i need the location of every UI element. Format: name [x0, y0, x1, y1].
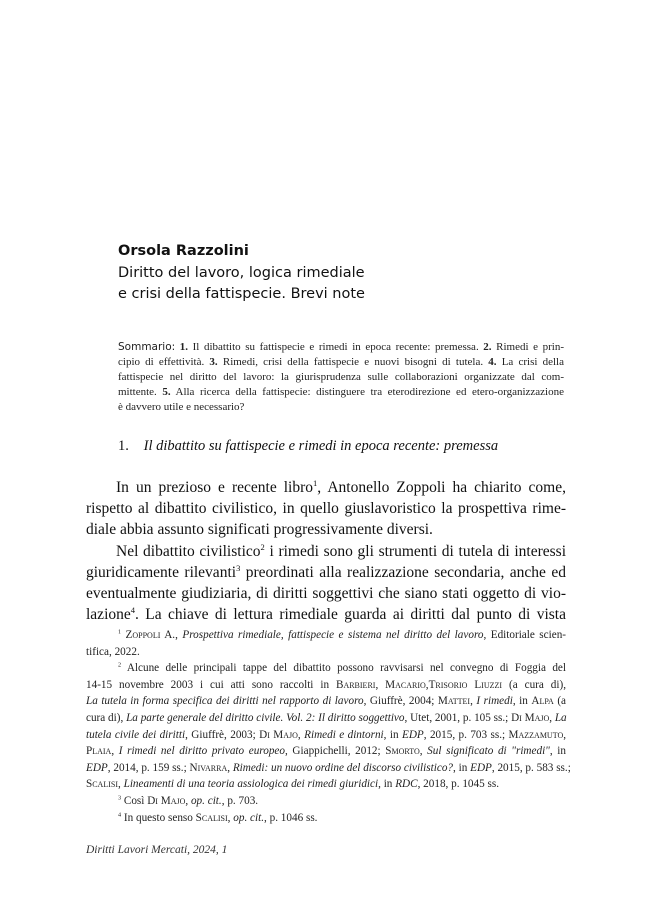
footnote-text: tifica, 2022. [86, 645, 140, 658]
footnote-work-title: Rimedi e dintorni [304, 728, 384, 741]
summary-item-text: Il dibattito su fattispecie e rimedi in epoca recente: premessa. [188, 341, 484, 353]
article-title-line: e crisi della fattispecie. Brevi note [118, 286, 365, 302]
summary-block [118, 340, 564, 415]
section-title: Il dibattito su fattispecie e rimedi in epoca recente: premessa [143, 438, 499, 454]
footnote-work-title: I rimedi [476, 695, 513, 708]
footnote-author: Di Majo [511, 711, 550, 724]
summary-item-text: La crisi della [496, 356, 564, 368]
section-number: 1. [118, 438, 129, 454]
footnote-author: Plaia [86, 745, 112, 758]
summary-line [118, 400, 564, 415]
summary-label: Sommario: [118, 341, 176, 353]
footnote-ref: 2 [260, 541, 265, 552]
body-line: In un prezioso e recente libro$^1$, Antonello Zoppoli ha chiarito come, [116, 477, 566, 496]
footnote-text: , [185, 794, 191, 807]
footnote-text: , in [383, 728, 402, 741]
footnote-text: Alcune delle principali tappe del dibattito possono ravvisarsi nel convegno di Foggia del [126, 662, 566, 675]
footnote-work-title: La parte generale del diritto civile. Vol. 2: Il diritto soggettivo [126, 711, 405, 724]
summary-line [118, 340, 564, 355]
footnote-2-cont [86, 710, 566, 727]
footnote-author: Scalisi [195, 811, 228, 824]
footnote-2-cont [86, 760, 571, 777]
footnote-2-cont [86, 776, 566, 793]
section-heading [118, 438, 498, 455]
footnote-2 [86, 660, 566, 677]
footnote-text: , 2015, p. 703 ss.; [423, 728, 509, 741]
footnote-text: , [297, 728, 305, 741]
footnote-ref: 4 [130, 605, 136, 616]
footnote-ref: 1 [313, 477, 318, 488]
summary-item-text: mittente. [118, 386, 163, 398]
footnote-1-cont [86, 644, 566, 661]
footnote-author: Mattei [437, 695, 471, 708]
footnote-text: , [118, 778, 124, 791]
footnote-work-title: La [554, 711, 567, 724]
footnote-work-title: op. cit. [190, 794, 222, 807]
footnote-work-title: Sul significato di "rimedi" [427, 745, 550, 758]
summary-line [118, 370, 564, 385]
footnote-text: , [175, 629, 183, 641]
summary-item-text: è davvero utile e necessario? [118, 401, 245, 413]
footnote-text: , [470, 695, 477, 708]
body-line: Nel dibattito civilistico$^2$ i rimedi sono gli strumenti di tutela di interessi [116, 541, 567, 560]
footnote-4 [86, 810, 566, 827]
article-title-line: Diritto del lavoro, logica rimediale [118, 265, 365, 281]
footnote-text: , in [378, 778, 396, 791]
footnote-text: 14-15 novembre 2003 i cui atti sono raccolti in [86, 678, 336, 691]
footnote-text: , Editoriale scien- [483, 629, 567, 641]
footnote-work-title: Lineamenti di una teoria assiologica dei rimedi giuridici [123, 778, 379, 791]
running-footer: Diritti Lavori Mercati, 2024, 1 [86, 844, 228, 856]
footnote-text: , 2014, p. 159 ss.; [107, 761, 190, 774]
footnote-author: Barbieri, Macario,Trisorio Liuzzi [335, 678, 503, 691]
footnote-text: , in [549, 745, 566, 758]
summary-item-number: 3. [209, 356, 218, 368]
footnote-journal: EDP [470, 761, 492, 774]
summary-item-number: 4. [488, 356, 497, 368]
body-line: giuridicamente rilevanti$^3$ preordinati alla realizzazione secondaria, anche ed [86, 562, 567, 581]
footnote-author: Scalisi [86, 778, 118, 791]
footnote-work-title: La tutela in forma specifica dei diritti nel rapporto di lavoro [86, 695, 364, 708]
footnote-text: cura di), [86, 711, 127, 724]
footnote-text: , [227, 761, 233, 774]
body-line: rispetto al dibattito civilistico, in quello giuslavoristico la prospettiva rime- [86, 500, 566, 518]
summary-item-text: Rimedi e prin- [491, 341, 564, 353]
footnote-number: 2 [118, 662, 122, 669]
footnote-work-title: op. cit. [233, 811, 265, 824]
footnote-author: Alpa [531, 695, 554, 708]
footnote-number: 3 [118, 795, 122, 802]
footnote-2-cont [86, 693, 566, 710]
footnote-text: , Utet, 2001, p. 105 ss.; [404, 711, 512, 724]
footnote-text: , Giappichelli, 2012; [285, 745, 386, 758]
footnote-text: (a [553, 695, 567, 708]
footnotes [86, 627, 571, 826]
summary-line [118, 355, 564, 370]
summary-item-text: fattispecie nel diritto del lavoro: la giurisprudenza sulle collaborazioni organizzate dal com- [118, 371, 564, 383]
footnote-work-title: I rimedi nel diritto privato europeo [118, 745, 285, 758]
footnote-text: , [419, 745, 428, 758]
footnote-3 [86, 793, 566, 810]
summary-item-text: Alla ricerca della fattispecie: distinguere tra eterodirezione ed etero-organizzazione [170, 386, 564, 398]
article-author: Orsola Razzolini [118, 243, 249, 259]
footnote-text: Così [123, 794, 148, 807]
footnote-text: , in [453, 761, 471, 774]
summary-item-number: 2. [483, 341, 492, 353]
footnote-text: , 2018, p. 1045 ss. [417, 778, 499, 791]
footnote-author: Nivarra [189, 761, 228, 774]
footnote-number: 4 [118, 811, 122, 818]
body-text [86, 477, 566, 625]
footnote-text: , [227, 811, 234, 824]
footnote-text: , Giuffrè, 2004; [363, 695, 438, 708]
footnote-text: , [549, 711, 555, 724]
footnote-text: (a cura di), [502, 678, 567, 691]
body-line: diale abbia assunto significati progressivamente diversi. [86, 521, 433, 539]
footnote-text: , Giuffrè, 2003; [185, 728, 260, 741]
summary-line [118, 385, 564, 400]
footnote-work-title: Rimedi: un nuovo ordine del discorso civilistico? [232, 761, 454, 774]
body-line: eventualmente giudiziaria, di diritti soggettivi che siano stati oggetto di vio- [86, 585, 566, 603]
footnote-1 [86, 627, 566, 644]
footnote-author: Smorto [385, 745, 420, 758]
footnote-journal: EDP [401, 728, 424, 741]
footnote-2-cont [86, 743, 566, 760]
article-title [118, 263, 558, 305]
body-line: lazione$^4$. La chiave di lettura rimediale guarda ai diritti dal punto di vista [86, 605, 566, 624]
footnote-work-title: tutela civile dei diritti [86, 728, 186, 741]
footnote-text: In questo senso [123, 811, 196, 824]
summary-item-text: Rimedi, crisi della fattispecie e nuovi bisogni di tutela. [217, 356, 489, 368]
footnote-journal: EDP [86, 761, 108, 774]
summary-item-number: 1. [179, 341, 189, 353]
footnote-text: , 2015, p. 583 ss.; [491, 761, 571, 774]
footnote-number: 1 [118, 629, 122, 636]
footnote-author: Di Majo [147, 794, 186, 807]
footnote-author: Di Majo [259, 728, 298, 741]
summary-item-number: 5. [162, 386, 171, 398]
footnote-2-cont [86, 727, 566, 744]
footnote-text: , [111, 745, 119, 758]
footnote-ref: 3 [236, 562, 241, 573]
footnote-2-cont [86, 677, 566, 694]
footnote-text: , p. 1046 ss. [264, 811, 318, 824]
footnote-author: Zoppoli A. [125, 629, 176, 641]
summary-item-text: cipio di effettività. [118, 356, 210, 368]
footnote-journal: RDC [395, 778, 418, 791]
footnote-work-title: Prospettiva rimediale, fattispecie e sistema nel diritto del lavoro [182, 629, 484, 641]
footnote-author: Mazzamuto, [508, 728, 567, 741]
footnote-text: , p. 703. [221, 794, 259, 807]
footnote-text: , in [512, 695, 532, 708]
